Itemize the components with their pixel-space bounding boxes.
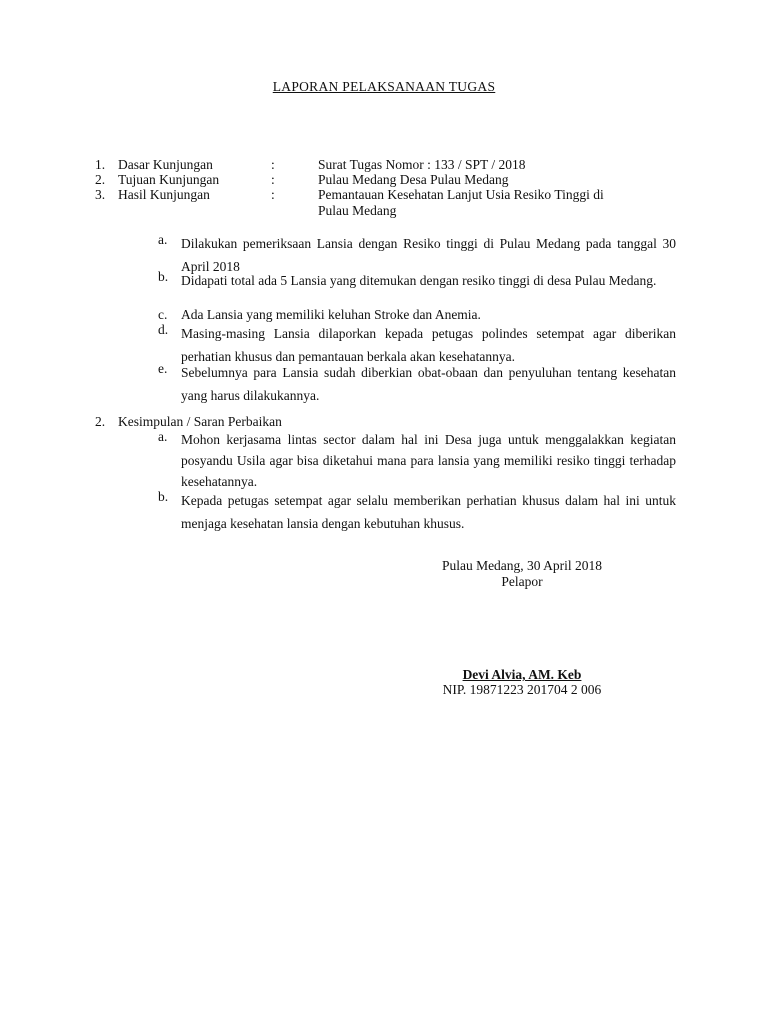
kesimpulan-text-a: Mohon kerjasama lintas sector dalam hal ini Desa juga untuk menggalakkan kegiatan posyandu Usila agar bisa diketahui mana para lansia yang memiliki resiko tinggi terhadap kesehatannya. [181, 432, 676, 489]
info-num-1: 1. [95, 157, 106, 172]
kesimpulan-letter-b: b. [158, 489, 169, 504]
page-title: LAPORAN PELAKSANAAN TUGAS [272, 79, 496, 94]
info-label-3: Hasil Kunjungan [118, 187, 210, 202]
hasil-letter-c: c. [158, 307, 168, 322]
reporter-nip: NIP. 19871223 201704 2 006 [442, 682, 602, 697]
info-value-3-cont: Pulau Medang [318, 203, 397, 218]
info-num-3: 3. [95, 187, 106, 202]
place-date: Pulau Medang, 30 April 2018 [441, 558, 603, 573]
hasil-letter-b: b. [158, 269, 169, 284]
info-value-1: Surat Tugas Nomor : 133 / SPT / 2018 [318, 157, 526, 172]
info-value-2: Pulau Medang Desa Pulau Medang [318, 172, 509, 187]
hasil-letter-e: e. [158, 361, 168, 376]
hasil-letter-a: a. [158, 232, 168, 247]
hasil-text-b: Didapati total ada 5 Lansia yang ditemukan dengan resiko tinggi di desa Pulau Medang. [181, 273, 657, 288]
info-num-2: 2. [95, 172, 106, 187]
info-sep-2: : [271, 172, 275, 187]
reporter-role: Pelapor [501, 574, 543, 589]
hasil-text-a: Dilakukan pemeriksaan Lansia dengan Resiko tinggi di Pulau Medang pada tanggal 30 April 2018 [181, 236, 676, 274]
hasil-letter-d: d. [158, 322, 169, 337]
hasil-text-d: Masing-masing Lansia dilaporkan kepada petugas polindes setempat agar diberikan perhatian khusus dan pemantauan berkala akan kesehatannya. [181, 326, 676, 364]
hasil-text-c: Ada Lansia yang memiliki keluhan Stroke dan Anemia. [181, 307, 481, 322]
hasil-text-e: Sebelumnya para Lansia sudah diberkian obat-obaan dan penyuluhan tentang kesehatan yang harus dilakukannya. [181, 365, 676, 403]
kesimpulan-letter-a: a. [158, 429, 168, 444]
info-sep-1: : [271, 157, 275, 172]
kesimpulan-text-b: Kepada petugas setempat agar selalu memberikan perhatian khusus dalam hal ini untuk menjaga kesehatan lansia dengan kebutuhan khusus. [181, 493, 676, 531]
info-label-1: Dasar Kunjungan [118, 157, 213, 172]
info-sep-3: : [271, 187, 275, 202]
info-label-2: Tujuan Kunjungan [118, 172, 220, 187]
info-value-3: Pemantauan Kesehatan Lanjut Usia Resiko Tinggi di [318, 187, 604, 202]
kesimpulan-heading: Kesimpulan / Saran Perbaikan [118, 414, 282, 429]
reporter-name: Devi Alvia, AM. Keb [462, 667, 582, 682]
kesimpulan-num: 2. [95, 414, 106, 429]
